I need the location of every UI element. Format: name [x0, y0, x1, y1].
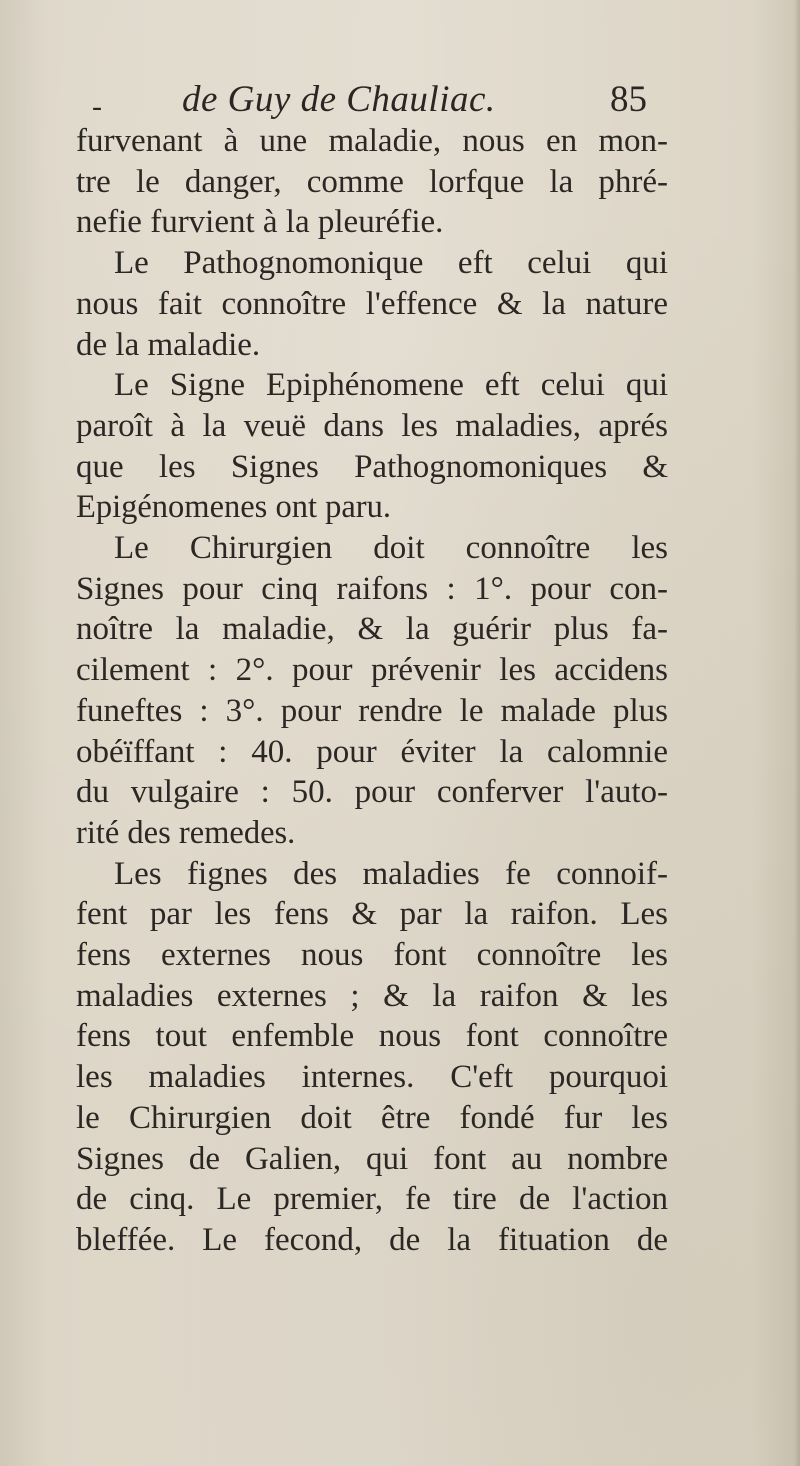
text-line: que les Signes Pathognomoniques & — [76, 448, 668, 485]
text-line: tre le danger, comme lorfque la phré- — [76, 163, 668, 200]
page-number: 85 — [610, 79, 647, 120]
text-line: fent par les fens & par la raifon. Les — [76, 896, 668, 933]
text-line: le Chirurgien doit être fondé fur les — [76, 1099, 668, 1136]
text-line: Epigénomenes ont paru. — [76, 489, 391, 526]
text-line: Le Chirurgien doit connoître les — [114, 530, 668, 566]
text-line: fens externes nous font connoître les — [76, 937, 668, 973]
text-line: obéïffant : 40. pour éviter la calomnie — [76, 733, 668, 770]
text-line: du vulgaire : 50. pour conferver l'auto- — [76, 774, 668, 811]
text-line: nous fait connoître l'effence & la nature — [76, 285, 668, 322]
text-line: Signes de Galien, qui font au nombre — [76, 1140, 668, 1177]
text-line: maladies externes ; & la raifon & les — [76, 977, 668, 1014]
text-line: noître la maladie, & la guérir plus fa- — [76, 611, 668, 648]
text-line: les maladies internes. C'eft pourquoi — [76, 1059, 668, 1096]
text-line: cilement : 2°. pour prévenir les accidens — [76, 652, 668, 689]
text-line: bleffée. Le fecond, de la fituation de — [76, 1221, 668, 1258]
text-line: nefie furvient à la pleuréfie. — [76, 204, 444, 241]
running-head: de Guy de Chauliac. — [182, 79, 496, 120]
text-line: paroît à la veuë dans les maladies, aprés — [76, 407, 668, 444]
page-edge-shadow — [794, 0, 800, 1466]
text-line: rité des remedes. — [76, 814, 296, 851]
text-line: Le Signe Epiphénomene eft celui qui — [114, 367, 668, 404]
text-line: de la maladie. — [76, 326, 261, 363]
text-line: Le Pathognomonique eft celui qui — [114, 245, 668, 282]
text-line: furvenant à une maladie, nous en mon- — [76, 123, 668, 159]
text-line: de cinq. Le premier, fe tire de l'action — [76, 1181, 668, 1218]
page-header — [92, 72, 692, 126]
text-line: funeftes : 3°. pour rendre le malade plus — [76, 692, 668, 729]
header-dash: - — [92, 90, 102, 123]
text-line: Les fignes des maladies fe connoif- — [114, 855, 668, 892]
text-line: Signes pour cinq raifons : 1°. pour con- — [76, 570, 668, 607]
text-line: fens tout enfemble nous font connoître — [76, 1018, 668, 1055]
